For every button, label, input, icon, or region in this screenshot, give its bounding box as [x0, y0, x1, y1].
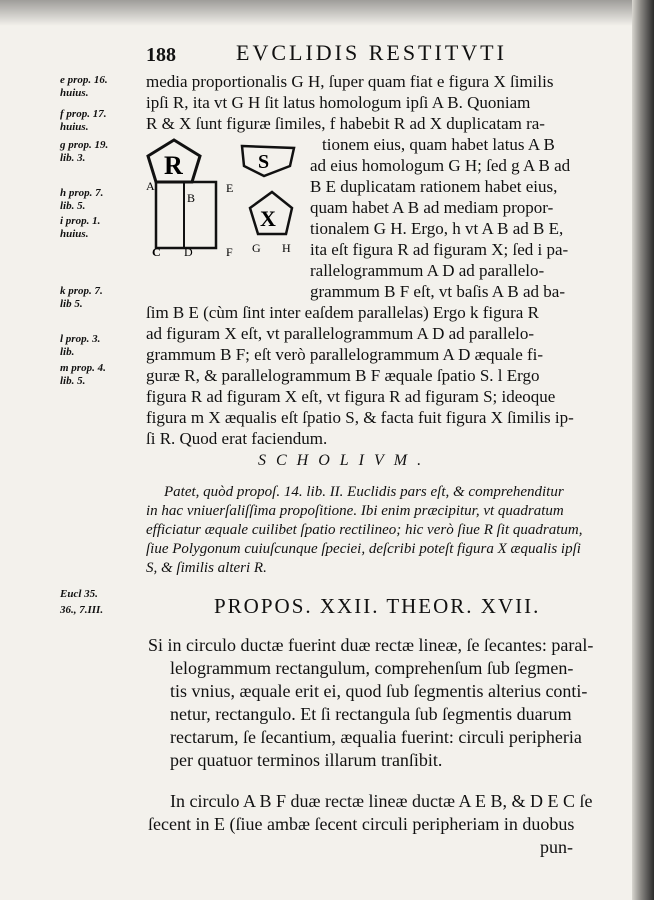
margin-note: lib. 5. — [60, 200, 86, 212]
text-line: R & X ſunt figuræ ſimiles, f habebit R ad X duplicatam ra- — [146, 114, 545, 133]
margin-note: 36., 7.III. — [60, 604, 104, 616]
text-line: grammum B F; eſt verò parallelogrammum A D æquale fi- — [146, 345, 544, 364]
margin-note: Eucl 35. — [60, 588, 98, 600]
parallelogram-AD-BF — [156, 182, 216, 248]
text-line: figura m X æqualis eſt ſpatio S, & facta fuit figura X ſimilis ip- — [146, 408, 574, 427]
label-F: F — [226, 245, 233, 259]
label-D: D — [184, 245, 193, 259]
label-H: H — [282, 241, 291, 255]
text-line: tionalem G H. Ergo, h vt A B ad B E, — [310, 219, 564, 238]
margin-note: h prop. 7. — [60, 187, 104, 199]
page-header — [146, 40, 616, 70]
proposition-heading: PROPOS. XXII. THEOR. XVII. — [214, 594, 541, 618]
margin-note: e prop. 16. — [60, 74, 108, 86]
text-line: grammum B F eſt, vt baſis A B ad ba- — [310, 282, 565, 301]
label-S: S — [258, 151, 270, 173]
margin-note: g prop. 19. — [60, 139, 109, 151]
margin-note: lib. — [60, 346, 75, 358]
text-line: tionem eius, quam habet latus A B — [322, 135, 555, 154]
label-R: R — [164, 151, 183, 180]
text-line: lelogrammum rectangulum, comprehenſum ſub ſegmen- — [170, 658, 574, 678]
label-C: C — [152, 245, 161, 259]
text-line: quam habet A B ad mediam propor- — [310, 198, 554, 217]
text-line: media proportionalis G H, ſuper quam fiat e figura X ſimilis — [146, 72, 554, 91]
margin-note: huius. — [60, 121, 89, 133]
label-A: A — [146, 179, 155, 193]
label-X: X — [260, 206, 276, 231]
text-line: ad figuram X eſt, vt parallelogrammum A D ad parallelo- — [146, 324, 535, 343]
text-line: figura R ad figuram X eſt, vt figura R ad figuram S; ideoque — [146, 387, 556, 406]
text-line: ſiue Polygonum cuiuſcunque ſpeciei, deſcribi poteſt figura X æqualis ipſi — [146, 541, 581, 557]
text-line: in hac vniuerſaliſſima propoſitione. Ibi enim præcipitur, vt quadratum — [146, 503, 564, 519]
margin-note: f prop. 17. — [60, 108, 107, 120]
text-line: S, & ſimilis alteri R. — [146, 560, 267, 576]
margin-note: lib. 5. — [60, 375, 86, 387]
text-line: ſi R. Quod erat faciendum. — [146, 429, 328, 448]
text-line: ipſi R, ita vt G H ſit latus homologum ipſi A B. Quoniam — [146, 93, 531, 112]
label-B: B — [187, 191, 196, 205]
margin-note: lib. 3. — [60, 152, 86, 164]
text-line: tis vnius, æquale erit ei, quod ſub ſegmentis alterius conti- — [170, 681, 588, 701]
text-line: efficiatur æquale cuilibet ſpatio rectilineo; hic verò ſiue R ſit quadratum, — [146, 522, 583, 538]
running-title: EVCLIDIS RESTITVTI — [236, 40, 507, 65]
margin-note: huius. — [60, 228, 89, 240]
text-line: ſim B E (cùm ſint inter eaſdem parallelas) Ergo k figura R — [146, 303, 539, 322]
geometric-figure — [144, 136, 304, 260]
margin-note: m prop. 4. — [60, 362, 106, 374]
scholium-title: SCHOLIVM. — [258, 452, 432, 469]
text-line: ſecent in E (ſiue ambæ ſecent circuli peripheriam in duobus — [148, 814, 575, 834]
text-line: per quatuor terminos illarum tranſibit. — [170, 750, 443, 770]
text-line: rectarum, ſe ſecantium, æqualia fuerint: circuli peripheria — [170, 727, 582, 747]
text-line: pun- — [540, 837, 573, 857]
margin-note: k prop. 7. — [60, 285, 103, 297]
text-line: netur, rectangulo. Et ſi rectangula ſub ſegmentis duarum — [170, 704, 572, 724]
text-line: ad eius homologum G H; ſed g A B ad — [310, 156, 571, 175]
margin-note: huius. — [60, 87, 89, 99]
text-line: rallelogrammum A D ad parallelo- — [310, 261, 545, 280]
margin-note: i prop. 1. — [60, 215, 101, 227]
text-line: Si in circulo ductæ fuerint duæ rectæ lineæ, ſe ſecantes: paral- — [148, 635, 594, 655]
page-top-shadow — [0, 0, 654, 26]
label-E: E — [226, 181, 234, 195]
text-line: guræ R, & parallelogrammum B F æquale ſpatio S. l Ergo — [146, 366, 540, 385]
margin-note: lib 5. — [60, 298, 83, 310]
text-line: Patet, quòd propoſ. 14. lib. II. Euclidis pars eſt, & comprehenditur — [164, 484, 564, 500]
text-line: ita eſt figura R ad figuram X; ſed i pa- — [310, 240, 569, 259]
text-line: In circulo A B F duæ rectæ lineæ ductæ A E B, & D E C ſe — [170, 791, 593, 811]
text-line: B E duplicatam rationem habet eius, — [310, 177, 558, 196]
margin-note: l prop. 3. — [60, 333, 101, 345]
page-binding-edge — [632, 0, 654, 900]
page-number: 188 — [146, 44, 176, 66]
label-G: G — [252, 241, 261, 255]
